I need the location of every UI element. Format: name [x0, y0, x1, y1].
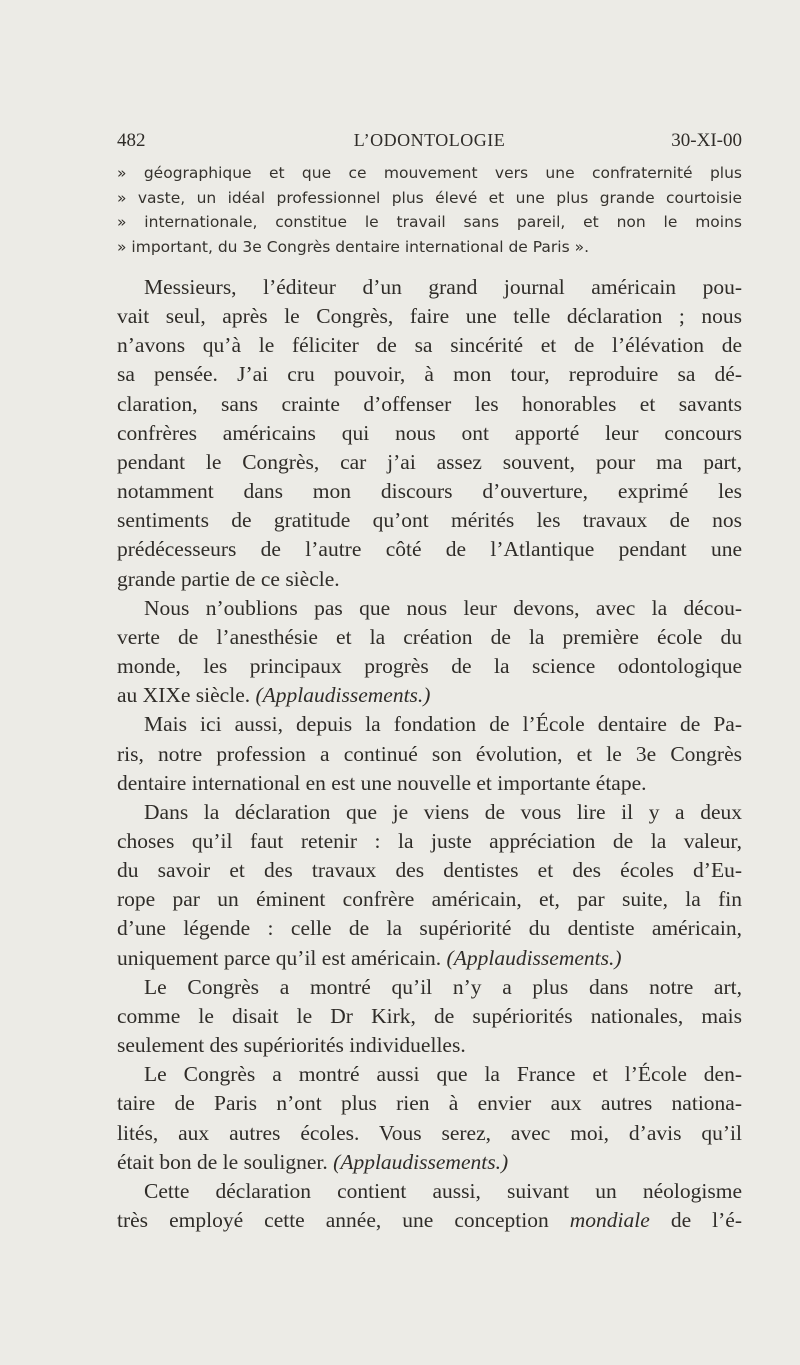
- quote-line: » vaste, un idéal professionnel plus élevé et une plus grande courtoisie: [117, 188, 742, 207]
- paragraph-line: dentaire international en est une nouvelle et importante étape.: [117, 770, 647, 795]
- paragraph-line: ris, notre profession a continué son évolution, et le 3e Congrès: [117, 741, 742, 766]
- quote-line: » géographique et que ce mouvement vers une confraternité plus: [117, 164, 742, 182]
- emphasized-word: mondiale: [569, 1208, 650, 1232]
- paragraph-line: Cette déclaration contient aussi, suivant un néologisme: [144, 1178, 742, 1203]
- quoted-passage: [117, 161, 742, 259]
- paragraph-line: [117, 944, 742, 973]
- paragraph-line: grande partie de ce siècle.: [117, 566, 340, 591]
- page-number: 482: [117, 130, 146, 151]
- paragraph-line: Le Congrès a montré qu’il n’y a plus dans notre art,: [144, 974, 742, 999]
- paragraph-line: sa pensée. J’ai cru pouvoir, à mon tour, reproduire sa dé-: [117, 362, 742, 387]
- paragraph-line: d’une légende : celle de la supériorité du dentiste américain,: [117, 916, 742, 941]
- paragraph-line: claration, sans crainte d’offenser les honorables et savants: [117, 391, 742, 416]
- paragraph-line: notamment dans mon discours d’ouverture, exprimé les: [117, 479, 742, 504]
- paragraph-line: pendant le Congrès, car j’ai assez souvent, pour ma part,: [117, 449, 742, 474]
- body-text: [117, 273, 742, 1235]
- paragraph-line: confrères américains qui nous ont apporté leur concours: [117, 420, 742, 445]
- paragraph-line: n’avons qu’à le féliciter de sa sincérité et de l’élévation de: [117, 333, 742, 358]
- paragraph-text: était bon de le souligner.: [117, 1149, 328, 1174]
- issue-date: 30-XI-00: [671, 130, 742, 151]
- paragraph-line: seulement des supériorités individuelles.: [117, 1033, 466, 1058]
- paragraph-line: [117, 681, 742, 710]
- paragraph-line: verte de l’anesthésie et la création de la première école du: [117, 624, 742, 649]
- paragraph-line: du savoir et des travaux des dentistes et des écoles d’Eu-: [117, 858, 742, 883]
- quote-line: » important, du 3e Congrès dentaire international de Paris ».: [117, 237, 590, 256]
- paragraph-line: rope par un éminent confrère américain, et, par suite, la fin: [117, 887, 742, 912]
- running-header: [117, 130, 742, 154]
- paragraph-line: [117, 1206, 742, 1235]
- paragraph-text: très employé cette année, une conception: [117, 1208, 549, 1232]
- applause-note: (Applaudissements.): [333, 1149, 509, 1174]
- paragraph-line: Mais ici aussi, depuis la fondation de l’École dentaire de Pa-: [144, 712, 742, 737]
- journal-title: L’ODONTOLOGIE: [353, 130, 506, 150]
- quote-line: » internationale, constitue le travail sans pareil, et non le moins: [117, 213, 742, 231]
- paragraph-line: lités, aux autres écoles. Vous serez, avec moi, d’avis qu’il: [117, 1120, 742, 1145]
- paragraph-line: [117, 1148, 742, 1177]
- paragraph-line: sentiments de gratitude qu’ont mérités les travaux de nos: [117, 508, 742, 533]
- applause-note: (Applaudissements.): [255, 683, 431, 708]
- paragraph-line: prédécesseurs de l’autre côté de l’Atlantique pendant une: [117, 537, 742, 562]
- paragraph-line: comme le disait le Dr Kirk, de supériorités nationales, mais: [117, 1003, 742, 1028]
- paragraph-line: taire de Paris n’ont plus rien à envier aux autres nationa-: [117, 1091, 742, 1116]
- paragraph-text: au XIXe siècle.: [117, 683, 251, 708]
- applause-note: (Applaudissements.): [446, 945, 622, 970]
- paragraph-text: de l’é-: [670, 1208, 742, 1232]
- paragraph-line: Le Congrès a montré aussi que la France et l’École den-: [144, 1062, 742, 1087]
- paragraph-line: monde, les principaux progrès de la science odontologique: [117, 654, 742, 679]
- paragraph-line: choses qu’il faut retenir : la juste appréciation de la valeur,: [117, 828, 742, 853]
- paragraph-line: Nous n’oublions pas que nous leur devons, avec la décou-: [144, 595, 742, 620]
- paragraph-text: uniquement parce qu’il est américain.: [117, 945, 442, 970]
- paragraph-line: Dans la déclaration que je viens de vous lire il y a deux: [144, 799, 742, 824]
- paragraph-line: vait seul, après le Congrès, faire une telle déclaration ; nous: [117, 304, 742, 329]
- paragraph-line: Messieurs, l’éditeur d’un grand journal américain pou-: [144, 275, 742, 299]
